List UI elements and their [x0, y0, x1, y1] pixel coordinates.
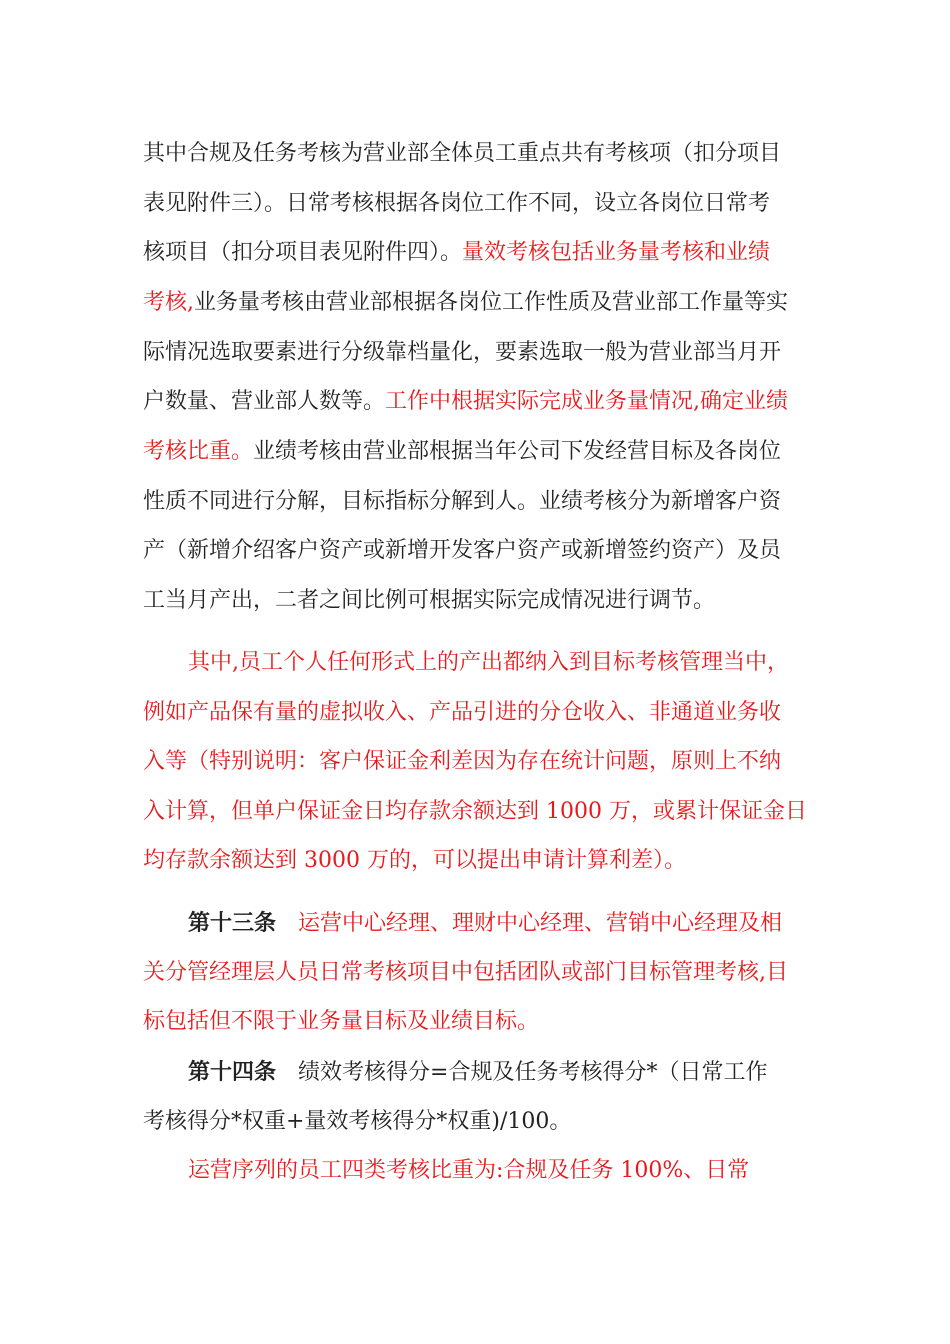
text-run: 表见附件三）。日常考核根据各岗位工作不同，设立各岗位日常考 — [143, 191, 771, 216]
paragraph-line — [143, 239, 808, 267]
text-run: 工当月产出，二者之间比例可根据实际完成情况进行调节。 — [143, 588, 716, 613]
text-run: 产（新增介绍客户资产或新增开发客户资产或新增签约资产）及员 — [143, 538, 782, 563]
paragraph-line — [143, 537, 808, 565]
paragraph-line — [143, 1108, 808, 1136]
paragraph-line — [143, 847, 808, 875]
paragraph-line — [143, 798, 808, 826]
paragraph-line — [143, 959, 808, 987]
article-heading: 第十四条 — [188, 1059, 277, 1085]
paragraph-line — [143, 289, 808, 317]
paragraph-line — [143, 339, 808, 367]
paragraph-line — [143, 388, 808, 416]
paragraph-line — [143, 748, 808, 776]
text-run: 考核得分*权重+量效考核得分*权重)/100。 — [143, 1109, 572, 1134]
article-heading-line — [188, 1058, 808, 1087]
highlight-text-run: 关分管经理层人员日常考核项目中包括团队或部门目标管理考核,目 — [143, 960, 788, 985]
highlight-text-run: 入等（特别说明：客户保证金利差因为存在统计问题，原则上不纳 — [143, 749, 782, 774]
highlight-text-run: 标包括但不限于业务量目标及业绩目标。 — [143, 1009, 540, 1034]
paragraph-line — [143, 140, 808, 168]
highlight-text-run: 运营序列的员工四类考核比重为:合规及任务 100%、日常 — [188, 1158, 750, 1183]
highlight-text-run: 工作中根据实际完成业务量情况,确定业绩 — [385, 389, 789, 414]
text-run: 其中合规及任务考核为营业部全体员工重点共有考核项（扣分项目 — [143, 141, 782, 166]
article-heading-line — [188, 909, 808, 938]
paragraph-line — [143, 488, 808, 516]
highlight-text-run: 例如产品保有量的虚拟收入、产品引进的分仓收入、非通道业务收 — [143, 700, 782, 725]
highlight-text-run: 考核比重。 — [143, 439, 254, 464]
highlight-text-run: 其中,员工个人任何形式上的产出都纳入到目标考核管理当中， — [188, 650, 789, 675]
text-run: 性质不同进行分解，目标指标分解到人。业绩考核分为新增客户资 — [143, 489, 782, 514]
highlight-text-run: 量效考核包括业务量考核和业绩 — [462, 240, 771, 265]
highlight-text-run: 均存款余额达到 3000 万的，可以提出申请计算利差）。 — [143, 848, 686, 873]
paragraph-line — [143, 587, 808, 615]
article-heading: 第十三条 — [188, 910, 277, 936]
paragraph-line — [143, 438, 808, 466]
highlight-text-run: 考核, — [143, 290, 194, 315]
paragraph-line — [188, 649, 808, 677]
paragraph-line — [143, 699, 808, 727]
paragraph-line — [143, 190, 808, 218]
text-run: 际情况选取要素进行分级靠档量化，要素选取一般为营业部当月开 — [143, 340, 782, 365]
highlight-text-run: 入计算，但单户保证金日均存款余额达到 1000 万，或累计保证金日 — [143, 799, 807, 824]
text-run: 业务量考核由营业部根据各岗位工作性质及营业部工作量等实 — [194, 290, 789, 315]
paragraph-line — [143, 1008, 808, 1036]
text-run: 绩效考核得分=合规及任务考核得分*（日常工作 — [298, 1060, 768, 1085]
text-run: 户数量、营业部人数等。 — [143, 389, 386, 414]
highlight-text-run: 运营中心经理、理财中心经理、营销中心经理及相 — [298, 911, 783, 936]
text-run: 业绩考核由营业部根据当年公司下发经营目标及各岗位 — [253, 439, 782, 464]
paragraph-line — [188, 1157, 808, 1185]
text-run: 核项目（扣分项目表见附件四）。 — [143, 240, 463, 265]
